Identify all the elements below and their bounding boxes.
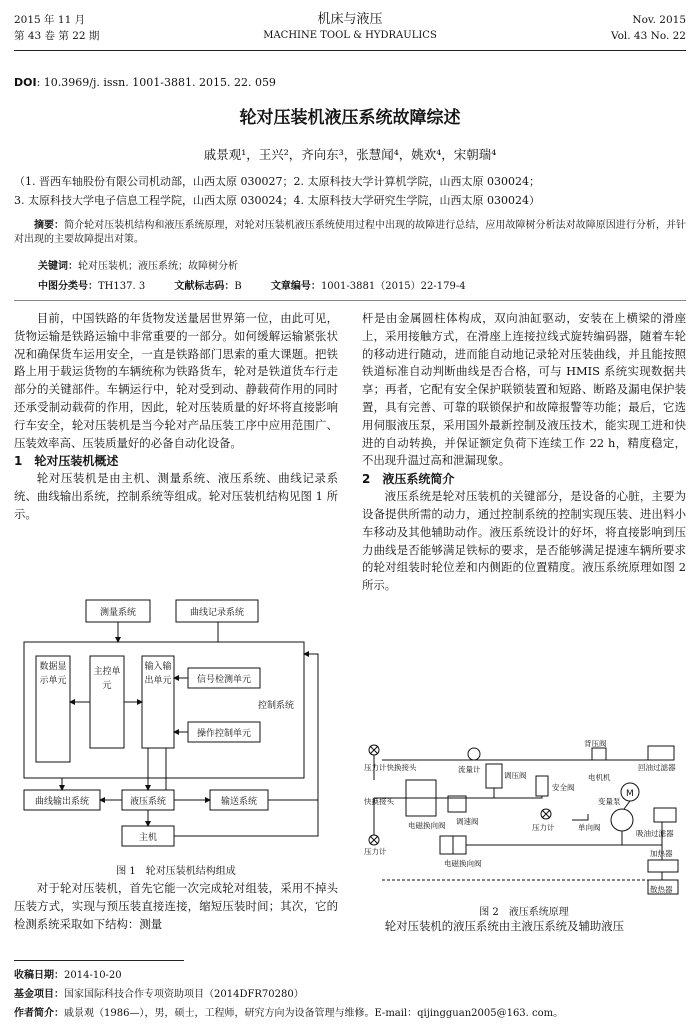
volume-cn: 第 43 卷 第 22 期 bbox=[14, 30, 100, 42]
curve-record-label: 曲线记录系统 bbox=[189, 608, 245, 618]
doc-code-label: 文献标志码： bbox=[174, 281, 235, 292]
safety-valve-label: 安全阀 bbox=[552, 783, 575, 792]
keywords bbox=[38, 260, 238, 274]
var-pump-label: 变量泵 bbox=[598, 797, 621, 806]
right-column bbox=[362, 310, 686, 595]
figure-2-diagram bbox=[362, 740, 686, 896]
received-date: 2014-10-20 bbox=[64, 970, 122, 981]
gauge2-label: 压力计 bbox=[364, 847, 387, 856]
header-center bbox=[200, 12, 500, 44]
intro-paragraph: 目前，中国铁路的年货物发送量居世界第一位，由此可见，货物运输是铁路运输中非常重要的一部分。如何缓解运输紧张状况和确保货车运用安全，一直是铁路部门思索的重大课题。把铁路上用于载运货物的车辆统称为铁路货车，轮对是铁道货车行走部分的关键部件。车辆运行中，轮对受到动、静载荷作用的同时还承受制动载荷的作用，因此，轮对压装质量的好坏将直接影响行车安全，轮对压装机是当今轮对产品压装工序中应用范围广、压装效率高、压装质量好的必备自动化设备。 bbox=[14, 311, 338, 450]
op-control-label: 操作控制单元 bbox=[196, 729, 252, 739]
doi-label: DOI bbox=[14, 76, 37, 89]
author-bio-text: 戚景观（1986—），男，硕士，工程师，研究方向为设备管理与维修。E-mail：qijingguan2005@163. com。 bbox=[64, 1008, 564, 1019]
io-unit-label: 输入输出单元 bbox=[144, 662, 172, 686]
flowmeter-label: 流量计 bbox=[458, 765, 481, 774]
article-no-value: 1001-3881（2015）22-179-4 bbox=[320, 281, 466, 292]
right-continuation-paragraph: 杆是由金属圆柱体构成，双向油缸驱动，安装在上横梁的滑座上，采用接触方式，在滑座上连接拉线式旋转编码器，随着车轮的移动进行随动，进而能自动地记录轮对压装曲线，并且能按照铁道标准自动判断曲线是否合格，可与 HMIS 系统实现数据共享；再者，它配有安全保护联锁装置和短路、断路及漏电保护装置，具有完善、可靠的联锁保护和故障报警等功能；最后，它选用伺服液压泵，采用国外最新控制及液压技术，能实现工进和快进的自动转换，并保证额定负荷下连续工作 22 h，精度稳定，不出现升温过高和泄漏现象。 bbox=[362, 311, 686, 468]
control-system-label: 控制系统 bbox=[257, 701, 295, 711]
header-left bbox=[14, 12, 99, 44]
keywords-text: 轮对压装机；液压系统；故障树分析 bbox=[78, 261, 238, 272]
doc-code-value: B bbox=[234, 281, 242, 292]
abstract-label: 摘要： bbox=[34, 220, 65, 231]
abstract-text: 简介轮对压装机结构和液压系统原理，对轮对压装机液压系统使用过程中出现的故障进行总结，应用故障树分析法对故障原因进行分析，并针对出现的主要故障提出对策。 bbox=[14, 220, 686, 245]
sol-reverse2-label: 电磁换向阀 bbox=[444, 859, 482, 868]
issue-date-cn: 2015 年 11 月 bbox=[14, 14, 86, 26]
conveyor-system-label: 输送系统 bbox=[220, 797, 258, 807]
right-column-tail bbox=[362, 918, 686, 936]
section-1-heading: 1 轮对压装机概述 bbox=[14, 454, 119, 469]
doi-line bbox=[14, 76, 276, 89]
back-valve-label: 背压阀 bbox=[584, 740, 607, 748]
heater-label: 加热器 bbox=[650, 849, 673, 858]
paper-title: 轮对压装机液压系统故障综述 bbox=[239, 108, 461, 128]
hydraulic-system-label: 液压系统 bbox=[129, 797, 167, 807]
suction-filter-label: 吸油过滤器 bbox=[636, 829, 674, 838]
affiliations bbox=[14, 172, 686, 210]
main-machine-label: 主机 bbox=[138, 833, 158, 843]
footnotes bbox=[14, 966, 686, 1023]
left-column bbox=[14, 310, 338, 524]
figure-1-diagram bbox=[14, 594, 338, 860]
keywords-label: 关键词： bbox=[38, 261, 78, 272]
abstract bbox=[14, 219, 686, 247]
volume-en: Vol. 43 No. 22 bbox=[610, 30, 686, 42]
check-valve-label: 单向阀 bbox=[578, 823, 601, 832]
clc-value: TH137. 3 bbox=[98, 281, 146, 292]
main-control-label: 主控单元 bbox=[93, 667, 121, 691]
section-2-heading: 2 液压系统简介 bbox=[362, 472, 455, 487]
author-list: 戚景观¹，王兴²，齐向东³，张慧闻⁴，姚欢⁴，宋朝瑞⁴ bbox=[203, 147, 497, 162]
section-1-paragraph: 轮对压装机是由主机、测量系统、液压系统、曲线记录系统、曲线输出系统，控制系统等组成。轮对压装机结构见图 1 所示。 bbox=[14, 471, 338, 521]
issue-date-en: Nov. 2015 bbox=[632, 14, 686, 26]
journal-name-cn: 机床与液压 bbox=[317, 12, 383, 27]
footnote-rule bbox=[14, 960, 184, 961]
gauge-quick-label: 压力计快换接头 bbox=[364, 763, 417, 772]
cooler-label: 散热器 bbox=[650, 885, 673, 894]
data-display-label: 数据显示单元 bbox=[39, 662, 67, 686]
right-closing-paragraph: 轮对压装机的液压系统由主液压系统及辅助液压 bbox=[384, 919, 625, 933]
figure-2-caption: 图 2 液压系统原理 bbox=[479, 907, 569, 918]
header-rule bbox=[14, 50, 686, 51]
sol-reverse-label: 电磁换向阀 bbox=[408, 821, 446, 830]
affiliation-line-1: （1. 晋西车轴股份有限公司机动部，山西太原 030027；2. 太原科技大学计算机学院，山西太原 030024； bbox=[14, 175, 540, 188]
left-closing-paragraph: 对于轮对压装机，首先它能一次完成轮对组装，采用不掉头压装方式，实现与预压装直接连接，缩短压装时间；其次，它的检测系统采取如下结构：测量 bbox=[14, 881, 338, 931]
doi-value: : 10.3969/j. issn. 1001-3881. 2015. 22. 059 bbox=[36, 76, 276, 89]
clc-label: 中图分类号： bbox=[38, 281, 98, 292]
fund-text: 国家国际科技合作专项资助项目（2014DFR70280） bbox=[64, 989, 304, 1000]
journal-name-en: MACHINE TOOL & HYDRAULICS bbox=[263, 30, 437, 41]
throttle-label: 调速阀 bbox=[456, 817, 479, 826]
curve-output-label: 曲线输出系统 bbox=[34, 797, 90, 807]
author-bio-label: 作者简介： bbox=[14, 1008, 64, 1019]
figure-1-caption: 图 1 轮对压装机结构组成 bbox=[116, 866, 236, 877]
received-label: 收稿日期： bbox=[14, 970, 64, 981]
classification-line bbox=[38, 280, 466, 294]
section-2-paragraph: 液压系统是轮对压装机的关键部分，是设备的心脏，主要为设备提供所需的动力，通过控制系统的控制实现压装、进出料小车移动及其他辅助动作。液压系统设计的好坏，将直接影响到压力曲线是否能够满足铁标的要求，是否能够满足提速车辆所要求的轮对组装时轮位差和内侧距的位置精度。液压系统原理如图 2 所示。 bbox=[362, 489, 686, 593]
affiliation-line-2: 3. 太原科技大学电子信息工程学院，山西太原 030024；4. 太原科技大学研究生学院，山西太原 030024） bbox=[14, 194, 540, 207]
abstract-rule bbox=[14, 300, 686, 301]
article-no-label: 文章编号： bbox=[270, 281, 321, 292]
quick-joint-label: 快换接头 bbox=[364, 797, 394, 806]
measure-system-label: 测量系统 bbox=[99, 608, 137, 618]
signal-detect-label: 信号检测单元 bbox=[196, 675, 252, 685]
return-filter-label: 回油过滤器 bbox=[638, 763, 676, 772]
header-right bbox=[611, 12, 686, 44]
gauge-label: 压力计 bbox=[532, 823, 555, 832]
fund-label: 基金项目： bbox=[14, 989, 64, 1000]
motor-symbol: M bbox=[626, 789, 634, 799]
speed-valve-label: 调压阀 bbox=[504, 771, 527, 780]
motor-label: 电机机 bbox=[588, 773, 611, 782]
left-column-tail bbox=[14, 880, 338, 933]
